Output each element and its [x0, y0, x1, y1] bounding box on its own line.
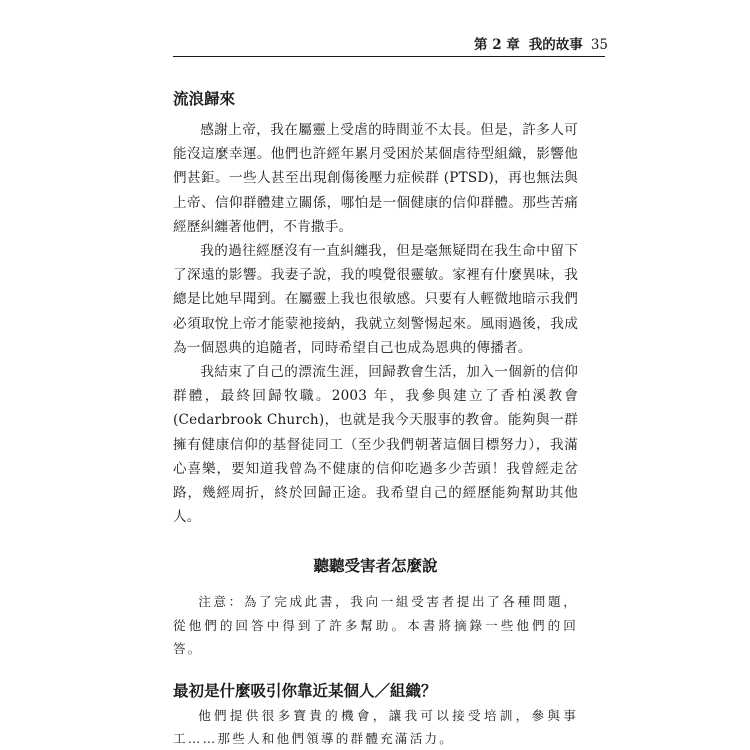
running-header [474, 33, 608, 53]
chapter-number: 第 2 章 [474, 37, 520, 53]
question-answer: 他們提供很多寶貴的機會，讓我可以接受培訓，參與事工……那些人和他們領導的群體充滿活力。 [173, 707, 578, 747]
question-heading: 最初是什麼吸引你靠近某個人／組織？ [173, 680, 437, 700]
chapter-title: 我的故事 [528, 37, 583, 53]
header-rule [173, 56, 605, 57]
page-number: 35 [590, 37, 608, 53]
body-paragraph-3: 我結束了自己的漂流生涯，回歸教會生活，加入一個新的信仰群體，最終回歸牧職。2003 年，我參與建立了香柏溪教會 (Cedarbrook Church)，也就是我今天服事的教會。能夠與一群擁有健康信仰的基督徒同工（至少我們朝著這個目標努力），我滿心喜樂，要知道我曾為不健康的信仰吃過多少苦頭！我曾經走岔路，幾經周折，終於回歸正途。我希望自己的經歷能夠幫助其他人。 [173, 364, 578, 526]
body-paragraph-1: 感謝上帝，我在屬靈上受虐的時間並不太長。但是，許多人可能沒這麼幸運。他們也許經年累月受困於某個虐待型組織，影響他們甚鉅。一些人甚至出現創傷後壓力症候群 (PTSD)，再也無法與上帝、信仰群體建立關係，哪怕是一個健康的信仰群體。那些苦痛經歷糾纏著他們，不肯撒手。 [173, 122, 578, 235]
page-content [173, 88, 578, 750]
body-paragraph-2: 我的過往經歷沒有一直糾纏我，但是毫無疑問在我生命中留下了深遠的影響。我妻子說，我的嗅覺很靈敏。家裡有什麼異味，我總是比她早聞到。在屬靈上我也很敏感。只要有人輕微地暗示我們必須取悅上帝才能蒙祂接納，我就立刻警惕起來。風雨過後，我成為一個恩典的追隨者，同時希望自己也成為恩典的傳播者。 [173, 243, 578, 356]
section-heading: 流浪歸來 [173, 89, 236, 108]
survivors-heading: 聽聽受害者怎麼說 [313, 556, 438, 576]
survivors-note: 注意：為了完成此書，我向一組受害者提出了各種問題，從他們的回答中得到了許多幫助。本書將摘錄一些他們的回答。 [173, 594, 578, 657]
